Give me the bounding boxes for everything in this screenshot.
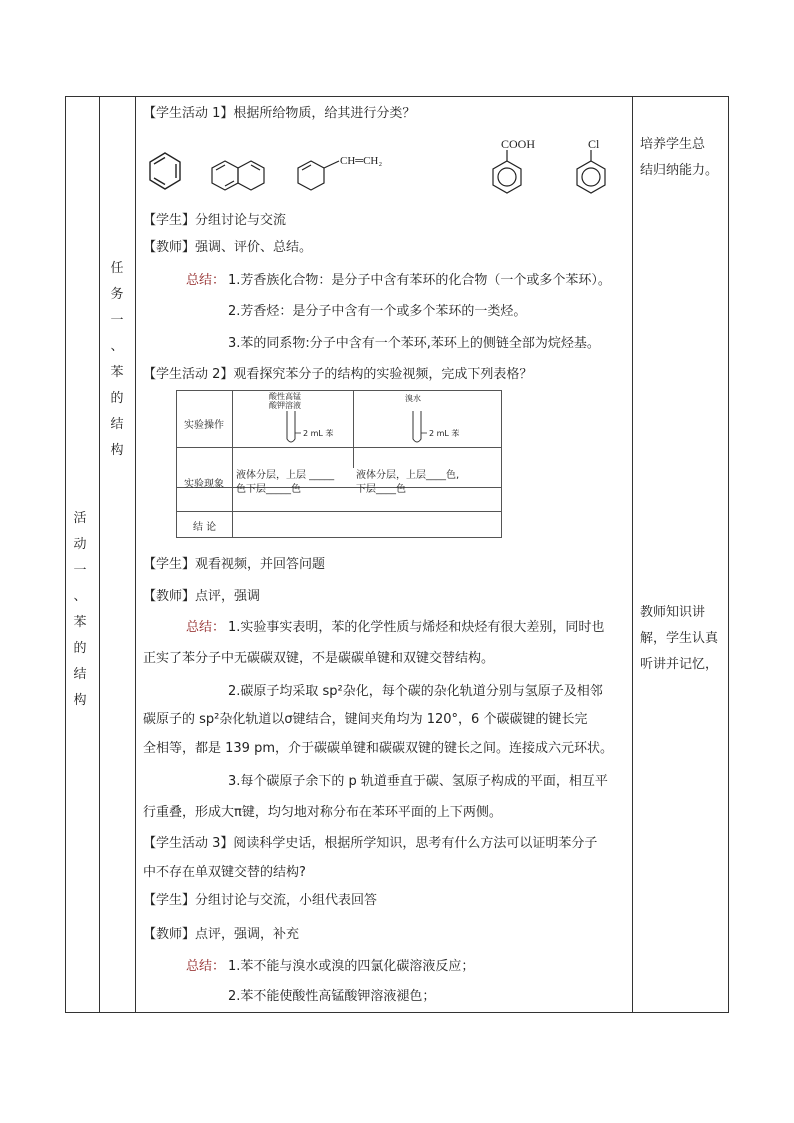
chlorobenzene-structure (577, 150, 605, 193)
summary-2-item-1-cont: 正实了苯分子中无碳碳双键，不是碳碳单键和双键交替结构。 (143, 651, 495, 666)
phenomenon-label: 实验现象 (184, 479, 224, 490)
experiment-table (176, 390, 502, 538)
benzoic-acid-structure (493, 150, 521, 193)
column-divider (99, 96, 100, 1013)
styrene-structure (298, 161, 339, 190)
summary-label: 总结： (186, 620, 226, 635)
summary-1-item-3: 3.苯的同系物:分子中含有一个苯环,苯环上的侧链全部为烷烃基。 (228, 336, 600, 351)
teacher-response-1: 【教师】强调、评价、总结。 (143, 240, 313, 255)
teacher-response-3: 【教师】点评，强调，补充 (143, 927, 300, 942)
operation-label: 实验操作 (184, 420, 224, 431)
molecule-structures (143, 135, 623, 195)
column-divider (632, 96, 633, 1013)
summary-3-item-1: 1.苯不能与溴水或溴的四氯化碳溶液反应； (228, 959, 475, 974)
student-response-2: 【学生】观看视频，并回答问题 (143, 557, 326, 572)
student-response-1: 【学生】分组讨论与交流 (143, 213, 287, 228)
summary-2-item-1: 1.实验事实表明，苯的化学性质与烯烃和炔烃有很大差别，同时也 (228, 620, 605, 635)
student-activity-3-cont: 中不存在单双键交替的结构? (143, 865, 306, 880)
naphthalene-structure (212, 161, 264, 190)
conclusion-label: 结 论 (193, 522, 217, 533)
summary-label: 总结： (186, 959, 226, 974)
summary-2-item-3-cont: 行重叠，形成大π键，均匀地对称分布在苯环平面的上下两侧。 (143, 805, 502, 820)
activity-column-label: 活 动 一 、 苯 的 结 构 (73, 511, 87, 708)
cooh-label: COOH (501, 137, 536, 151)
vinyl-group-label: CH═CH₂ (340, 155, 383, 167)
summary-2-item-2: 2.碳原子均采取 sp²杂化，每个碳的杂化轨道分别与氢原子及相邻 (228, 684, 603, 699)
student-activity-1: 【学生活动 1】根据所给物质，给其进行分类？ (143, 106, 416, 121)
cl-label: Cl (588, 137, 600, 151)
design-intent-note: 培养学生总 结归纳能力。 (640, 137, 719, 178)
summary-3-item-2: 2.苯不能使酸性高锰酸钾溶液褪色； (228, 989, 436, 1004)
benzene-volume-label: 2 mL 苯 (429, 429, 460, 438)
summary-label: 总结： (186, 273, 226, 288)
column-divider (135, 96, 136, 1013)
summary-2-item-3: 3.每个碳原子余下的 p 轨道垂直于碳、氢原子构成的平面，相互平 (228, 774, 608, 789)
benzene-volume-label: 2 mL 苯 (303, 429, 334, 438)
summary-2-item-2-cont: 碳原子的 sp²杂化轨道以σ键结合，键间夹角均为 120°，6 个碳碳键的键长完 (143, 712, 588, 727)
student-activity-3: 【学生活动 3】阅读科学史话，根据所学知识，思考有什么方法可以证明苯分子 (143, 836, 598, 851)
phenomenon-cell: 液体分层，上层 _____ 色下层_____色 (236, 470, 335, 495)
teacher-response-2: 【教师】点评，强调 (143, 589, 261, 604)
student-activity-2: 【学生活动 2】观看探究苯分子的结构的实验视频，完成下列表格？ (143, 367, 533, 382)
reagent-label: 溴水 (405, 394, 421, 403)
reagent-label: 酸性高锰 酸钾溶液 (269, 392, 301, 410)
phenomenon-cell: 液体分层，上层____色, 下层____色 (356, 470, 460, 495)
design-intent-note: 教师知识讲 解，学生认真 听讲并记忆， (640, 605, 719, 672)
task-column-label: 任 务 一 、 苯 的 结 构 (110, 261, 124, 458)
summary-1-item-2: 2.芳香烃：是分子中含有一个或多个苯环的一类烃。 (228, 304, 527, 319)
summary-2-item-2-cont: 全相等，都是 139 pm，介于碳碳单键和碳碳双键的键长之间。连接成六元环状。 (143, 741, 613, 756)
summary-1-item-1: 1.芳香族化合物：是分子中含有苯环的化合物（一个或多个苯环）。 (228, 273, 611, 288)
student-response-3: 【学生】分组讨论与交流，小组代表回答 (143, 893, 378, 908)
benzene-structure (150, 153, 180, 189)
